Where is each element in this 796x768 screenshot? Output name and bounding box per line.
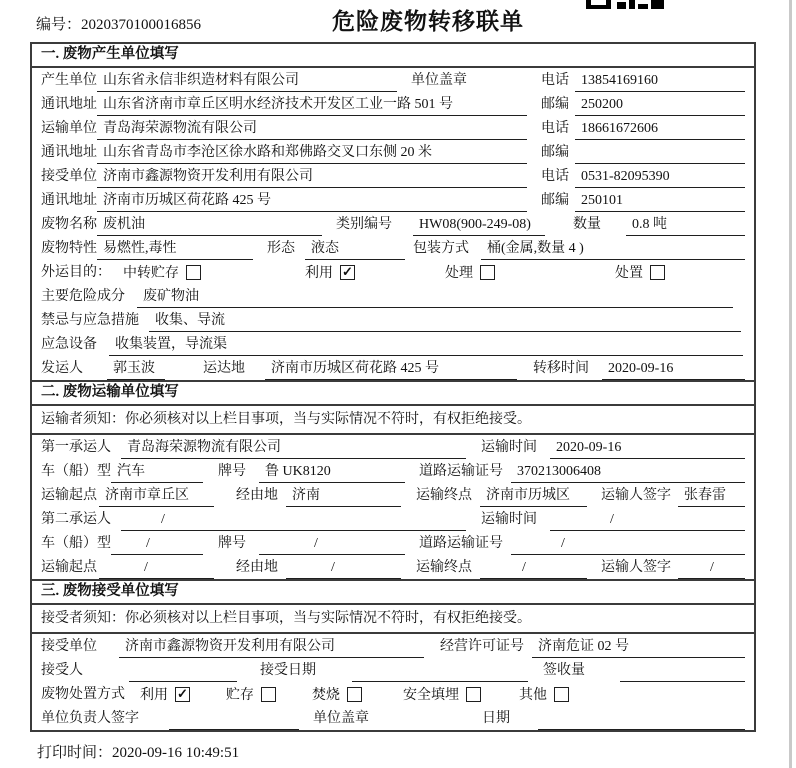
transporter-zip-label: 邮编 [541,145,569,160]
route2-via-value: / [286,560,401,579]
checkbox-utilize-checked-icon: ✓ [340,265,355,280]
producer-zip-value: 250200 [575,97,745,116]
route2-start-label: 运输起点 [41,560,97,575]
dispatcher-value: 郭玉波 [107,357,165,380]
route1-end-value: 济南市历城区 [480,484,587,507]
route1-sign-label: 运输人签字 [601,488,671,503]
vehicle2-license-label: 道路运输证号 [419,536,503,551]
dispatcher-label: 发运人 [41,361,83,376]
serial-label: 编号： [36,17,82,33]
vehicle1-license-value: 370213006408 [511,464,745,483]
producer-phone-value: 13854169160 [575,73,745,92]
route2-end-value: / [480,560,587,579]
vehicle2-plate-value: / [259,536,405,555]
route1-via-label: 经由地 [236,488,278,503]
disposal-option-landfill [403,684,481,706]
section3-heading: 三. 废物接受单位填写 [32,579,754,605]
route2-end-label: 运输终点 [416,560,472,575]
unit-seal-label: 单位盖章 [313,711,369,726]
carrier1-time-value: 2020-09-16 [550,440,745,459]
transporter-zip-value [575,161,745,164]
qr-code-fragment-icon [585,0,665,9]
waste-code-value: HW08(900-249-08) [413,217,545,236]
disposal-other-label: 其他 [519,688,547,703]
route2-via-label: 经由地 [236,560,278,575]
vehicle2-license-value: / [511,536,745,555]
row-carrier2 [32,507,754,531]
checkbox-transfer-storage-icon [186,265,201,280]
row-carrier1 [32,435,754,459]
emergency-equipment-label: 应急设备 [41,337,97,352]
signed-qty-label: 签收量 [543,663,585,678]
receiver-phone-label: 电话 [541,169,569,184]
waste-code-label: 类别编号 [336,217,392,232]
checkbox-disposal-incinerate-icon [347,687,362,702]
destination-value: 济南市历城区荷花路 425 号 [265,357,517,380]
hazard-label: 主要危险成分 [41,289,125,304]
acceptor-value [129,679,237,682]
transporter-phone-value: 18661672606 [575,121,745,140]
responsible-sign-value [169,727,299,730]
receiver-phone-value: 0531-82095390 [575,169,745,188]
route1-via-value: 济南 [286,484,401,507]
hazard-value: 废矿物油 [137,285,733,308]
checkbox-disposal-other-icon [554,687,569,702]
carrier1-time-label: 运输时间 [481,440,537,455]
row-acceptor [32,658,754,682]
vehicle1-type-value: 汽车 [111,460,203,483]
disposal-option-incinerate [312,684,362,706]
vehicle1-license-label: 道路运输证号 [419,464,503,479]
disposal-option-utilize [140,684,190,706]
disposal-storage-label: 贮存 [226,688,254,703]
serial-number: 2020370100016856 [81,17,202,33]
carrier1-value: 青岛海荣源物流有限公司 [121,436,466,459]
waste-form-value: 液态 [305,237,405,260]
row-waste-name [32,212,754,236]
waste-props-label: 废物特性 [41,241,97,256]
checkbox-disposal-landfill-icon [466,687,481,702]
vehicle1-type-label: 车（船）型 [41,464,111,479]
row-emergency-equipment [32,332,754,356]
sign-date-value [538,727,745,730]
acceptor-label: 接受人 [41,663,83,678]
route2-start-value: / [99,560,214,579]
receiver-label: 接受单位 [41,169,97,184]
receiver-zip-value: 250101 [575,193,745,212]
producer-address-value: 山东省济南市章丘区明水经济技术开发区工业一路 501 号 [97,93,527,116]
row-emergency-measures [32,308,754,332]
row-vehicle2 [32,531,754,555]
purpose-utilize-label: 利用 [305,266,333,281]
purpose-transfer-label: 中转贮存 [123,266,179,281]
transfer-time-label: 转移时间 [533,361,589,376]
print-time-value: 2020-09-16 10:49:51 [112,745,240,761]
vehicle2-type-value: / [111,536,203,555]
vehicle2-type-label: 车（船）型 [41,536,111,551]
carrier2-label: 第二承运人 [41,512,111,527]
disposal-label: 废物处置方式 [41,687,125,702]
purpose-dispose-label: 处置 [615,266,643,281]
transporter-value: 青岛海荣源物流有限公司 [97,117,527,140]
producer-label: 产生单位 [41,73,97,88]
waste-qty-value: 0.8 吨 [626,213,745,236]
signed-qty-value [620,679,745,682]
emergency-equipment-value: 收集装置，导流渠 [109,333,743,356]
row-signature [32,706,754,730]
row-receiver [32,164,754,188]
section2-notice: 运输者须知：你必须核对以上栏目事项，当与实际情况不符时，有权拒绝接受。 [32,406,754,435]
checkbox-disposal-utilize-checked-icon: ✓ [175,687,190,702]
row-disposal [32,682,754,706]
row-producer-address [32,92,754,116]
purpose-treat-label: 处理 [445,266,473,281]
print-time-label: 打印时间： [37,745,113,761]
section3-notice: 接受者须知：你必须核对以上栏目事项，当与实际情况不符时，有权拒绝接受。 [32,605,754,634]
row-vehicle1 [32,459,754,483]
emergency-measures-value: 收集、导流 [149,309,741,332]
vehicle1-plate-value: 鲁 UK8120 [259,460,405,483]
accept-unit-label: 接受单位 [41,639,97,654]
carrier1-label: 第一承运人 [41,440,111,455]
producer-address-label: 通讯地址 [41,97,97,112]
carrier2-time-value: / [550,512,745,531]
waste-pack-value: 桶(金属,数量 4 ) [481,237,745,260]
purpose-option-treat [445,262,495,284]
purpose-option-dispose [615,262,665,284]
row-transporter-address [32,140,754,164]
receiver-address-value: 济南市历城区荷花路 425 号 [97,189,527,212]
sign-date-label: 日期 [482,711,510,726]
receiver-zip-label: 邮编 [541,193,569,208]
purpose-label: 外运目的： [41,265,111,280]
vehicle2-plate-label: 牌号 [218,536,246,551]
section1-heading: 一. 废物产生单位填写 [32,44,754,68]
producer-value: 山东省永信非织造材料有限公司 [97,69,397,92]
waste-qty-label: 数量 [573,217,601,232]
checkbox-dispose-icon [650,265,665,280]
transfer-time-value: 2020-09-16 [602,361,745,380]
transporter-label: 运输单位 [41,121,97,136]
row-purpose [32,260,754,284]
route1-start-label: 运输起点 [41,488,97,503]
accept-date-label: 接受日期 [260,663,316,678]
section2-heading: 二. 废物运输单位填写 [32,380,754,406]
disposal-incinerate-label: 焚烧 [312,688,340,703]
vehicle1-plate-label: 牌号 [218,464,246,479]
disposal-landfill-label: 安全填埋 [403,688,459,703]
responsible-sign-label: 单位负责人签字 [41,711,139,726]
route2-sign-value: / [678,560,745,579]
row-route2 [32,555,754,579]
producer-phone-label: 电话 [541,73,569,88]
row-transporter [32,116,754,140]
purpose-option-utilize [305,262,355,284]
row-waste-props [32,236,754,260]
row-hazard [32,284,754,308]
serial-number-line [36,13,201,34]
checkbox-disposal-storage-icon [261,687,276,702]
transporter-phone-label: 电话 [541,121,569,136]
receiver-address-label: 通讯地址 [41,193,97,208]
row-receiver-address [32,188,754,212]
producer-seal-label: 单位盖章 [411,73,467,88]
waste-form-label: 形态 [267,241,295,256]
waste-pack-label: 包装方式 [413,241,469,256]
row-producer [32,68,754,92]
disposal-option-other [519,684,569,706]
operating-license-value: 济南危证 02 号 [532,635,745,658]
carrier2-time-label: 运输时间 [481,512,537,527]
producer-zip-label: 邮编 [541,97,569,112]
manifest-form-table [30,42,756,732]
route2-sign-label: 运输人签字 [601,560,671,575]
print-time-line [37,741,239,762]
purpose-option-transfer [123,262,201,284]
transporter-address-label: 通讯地址 [41,145,97,160]
disposal-option-storage [226,684,276,706]
accept-unit-value: 济南市鑫源物资开发利用有限公司 [119,635,424,658]
route1-sign-value: 张春雷 [678,484,745,507]
carrier2-value: / [121,512,466,531]
emergency-measures-label: 禁忌与应急措施 [41,313,139,328]
waste-name-label: 废物名称 [41,217,97,232]
route1-end-label: 运输终点 [416,488,472,503]
row-route1 [32,483,754,507]
operating-license-label: 经营许可证号 [440,639,524,654]
disposal-utilize-label: 利用 [140,688,168,703]
waste-name-value: 废机油 [97,213,322,236]
row-accept-unit [32,634,754,658]
checkbox-treat-icon [480,265,495,280]
page-edge-divider [789,0,792,768]
destination-label: 运达地 [203,361,245,376]
page-title: 危险废物转移联单 [332,9,524,34]
waste-props-value: 易燃性,毒性 [97,237,253,260]
transporter-address-value: 山东省青岛市李沧区徐水路和郑佛路交叉口东侧 20 米 [97,141,527,164]
row-dispatch [32,356,754,380]
receiver-value: 济南市鑫源物资开发利用有限公司 [97,165,527,188]
accept-date-value [352,679,528,682]
route1-start-value: 济南市章丘区 [99,484,214,507]
